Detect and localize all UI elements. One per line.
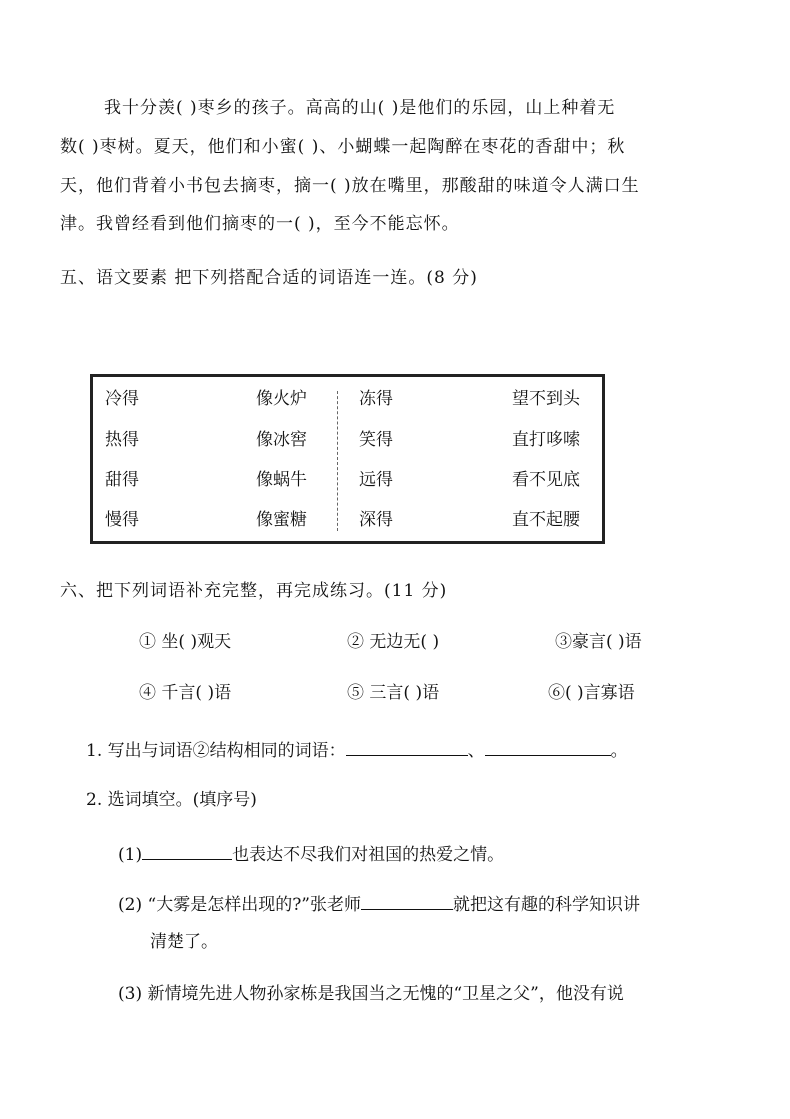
sub-question-2-number: (2): [118, 895, 143, 915]
question-1-end: 。: [610, 741, 628, 761]
match-left-b-3[interactable]: 像蜗牛: [256, 470, 307, 490]
match-left-b-2[interactable]: 像冰窖: [256, 430, 307, 450]
idiom-2[interactable]: ② 无边无( ): [347, 632, 440, 652]
section-6-heading: 六、把下列词语补充完整，再完成练习。(11 分): [60, 581, 448, 601]
sub-question-1-text: 也表达不尽我们对祖国的热爱之情。: [232, 845, 505, 865]
question-1: [86, 741, 628, 760]
match-right-b-3[interactable]: 看不见底: [512, 470, 580, 490]
match-left-b-4[interactable]: 像蜜糖: [256, 510, 307, 530]
match-left-b-1[interactable]: 像火炉: [256, 389, 307, 409]
paragraph-line-2: 数( )枣树。夏天，他们和小蜜( )、小蝴蝶一起陶醉在枣花的香甜中；秋: [60, 137, 626, 157]
section-5-heading: 五、语文要素 把下列搭配合适的词语连一连。(8 分): [60, 268, 478, 288]
idiom-5[interactable]: ⑤ 三言( )语: [347, 683, 440, 703]
answer-blank-2[interactable]: [485, 741, 611, 756]
question-1-text: 1. 写出与词语②结构相同的词语：: [86, 741, 346, 761]
match-right-a-4[interactable]: 深得: [359, 510, 393, 530]
matching-table: [90, 374, 605, 544]
answer-blank-4[interactable]: [361, 895, 453, 910]
match-left-a-3[interactable]: 甜得: [105, 470, 139, 490]
match-left-a-2[interactable]: 热得: [105, 430, 139, 450]
question-2: 2. 选词填空。(填序号): [86, 790, 257, 810]
match-right-a-2[interactable]: 笑得: [359, 430, 393, 450]
idiom-4[interactable]: ④ 千言( )语: [139, 683, 232, 703]
answer-blank-1[interactable]: [346, 741, 468, 756]
match-right-b-4[interactable]: 直不起腰: [512, 510, 580, 530]
match-right-a-3[interactable]: 远得: [359, 470, 393, 490]
match-right-b-1[interactable]: 望不到头: [512, 389, 580, 409]
idiom-3[interactable]: ③豪言( )语: [555, 632, 642, 652]
answer-blank-3[interactable]: [142, 845, 232, 860]
sub-question-1: [118, 845, 504, 864]
sub-question-2: [118, 895, 640, 914]
match-left-a-1[interactable]: 冷得: [105, 389, 139, 409]
idiom-1[interactable]: ① 坐( )观天: [139, 632, 232, 652]
sub-question-2-post: 就把这有趣的科学知识讲: [453, 895, 640, 915]
match-right-a-1[interactable]: 冻得: [359, 389, 393, 409]
paragraph-line-3: 天，他们背着小书包去摘枣，摘一( )放在嘴里，那酸甜的味道令人满口生: [60, 176, 640, 196]
match-right-b-2[interactable]: 直打哆嗦: [512, 430, 580, 450]
question-1-separator: 、: [467, 741, 485, 761]
sub-question-1-number: (1): [118, 845, 143, 865]
match-left-a-4[interactable]: 慢得: [105, 510, 139, 530]
sub-question-3: (3) 新情境先进人物孙家栋是我国当之无愧的“卫星之父”，他没有说: [118, 984, 624, 1004]
idiom-6[interactable]: ⑥( )言寡语: [548, 683, 635, 703]
sub-question-2-continued: 清楚了。: [150, 932, 218, 952]
paragraph-line-4: 津。我曾经看到他们摘枣的一( )，至今不能忘怀。: [60, 214, 460, 234]
paragraph-line-1: 我十分羡( )枣乡的孩子。高高的山( )是他们的乐园，山上种着无: [104, 98, 616, 118]
sub-question-2-pre: “大雾是怎样出现的?”张老师: [147, 895, 361, 915]
table-divider: [337, 391, 338, 531]
